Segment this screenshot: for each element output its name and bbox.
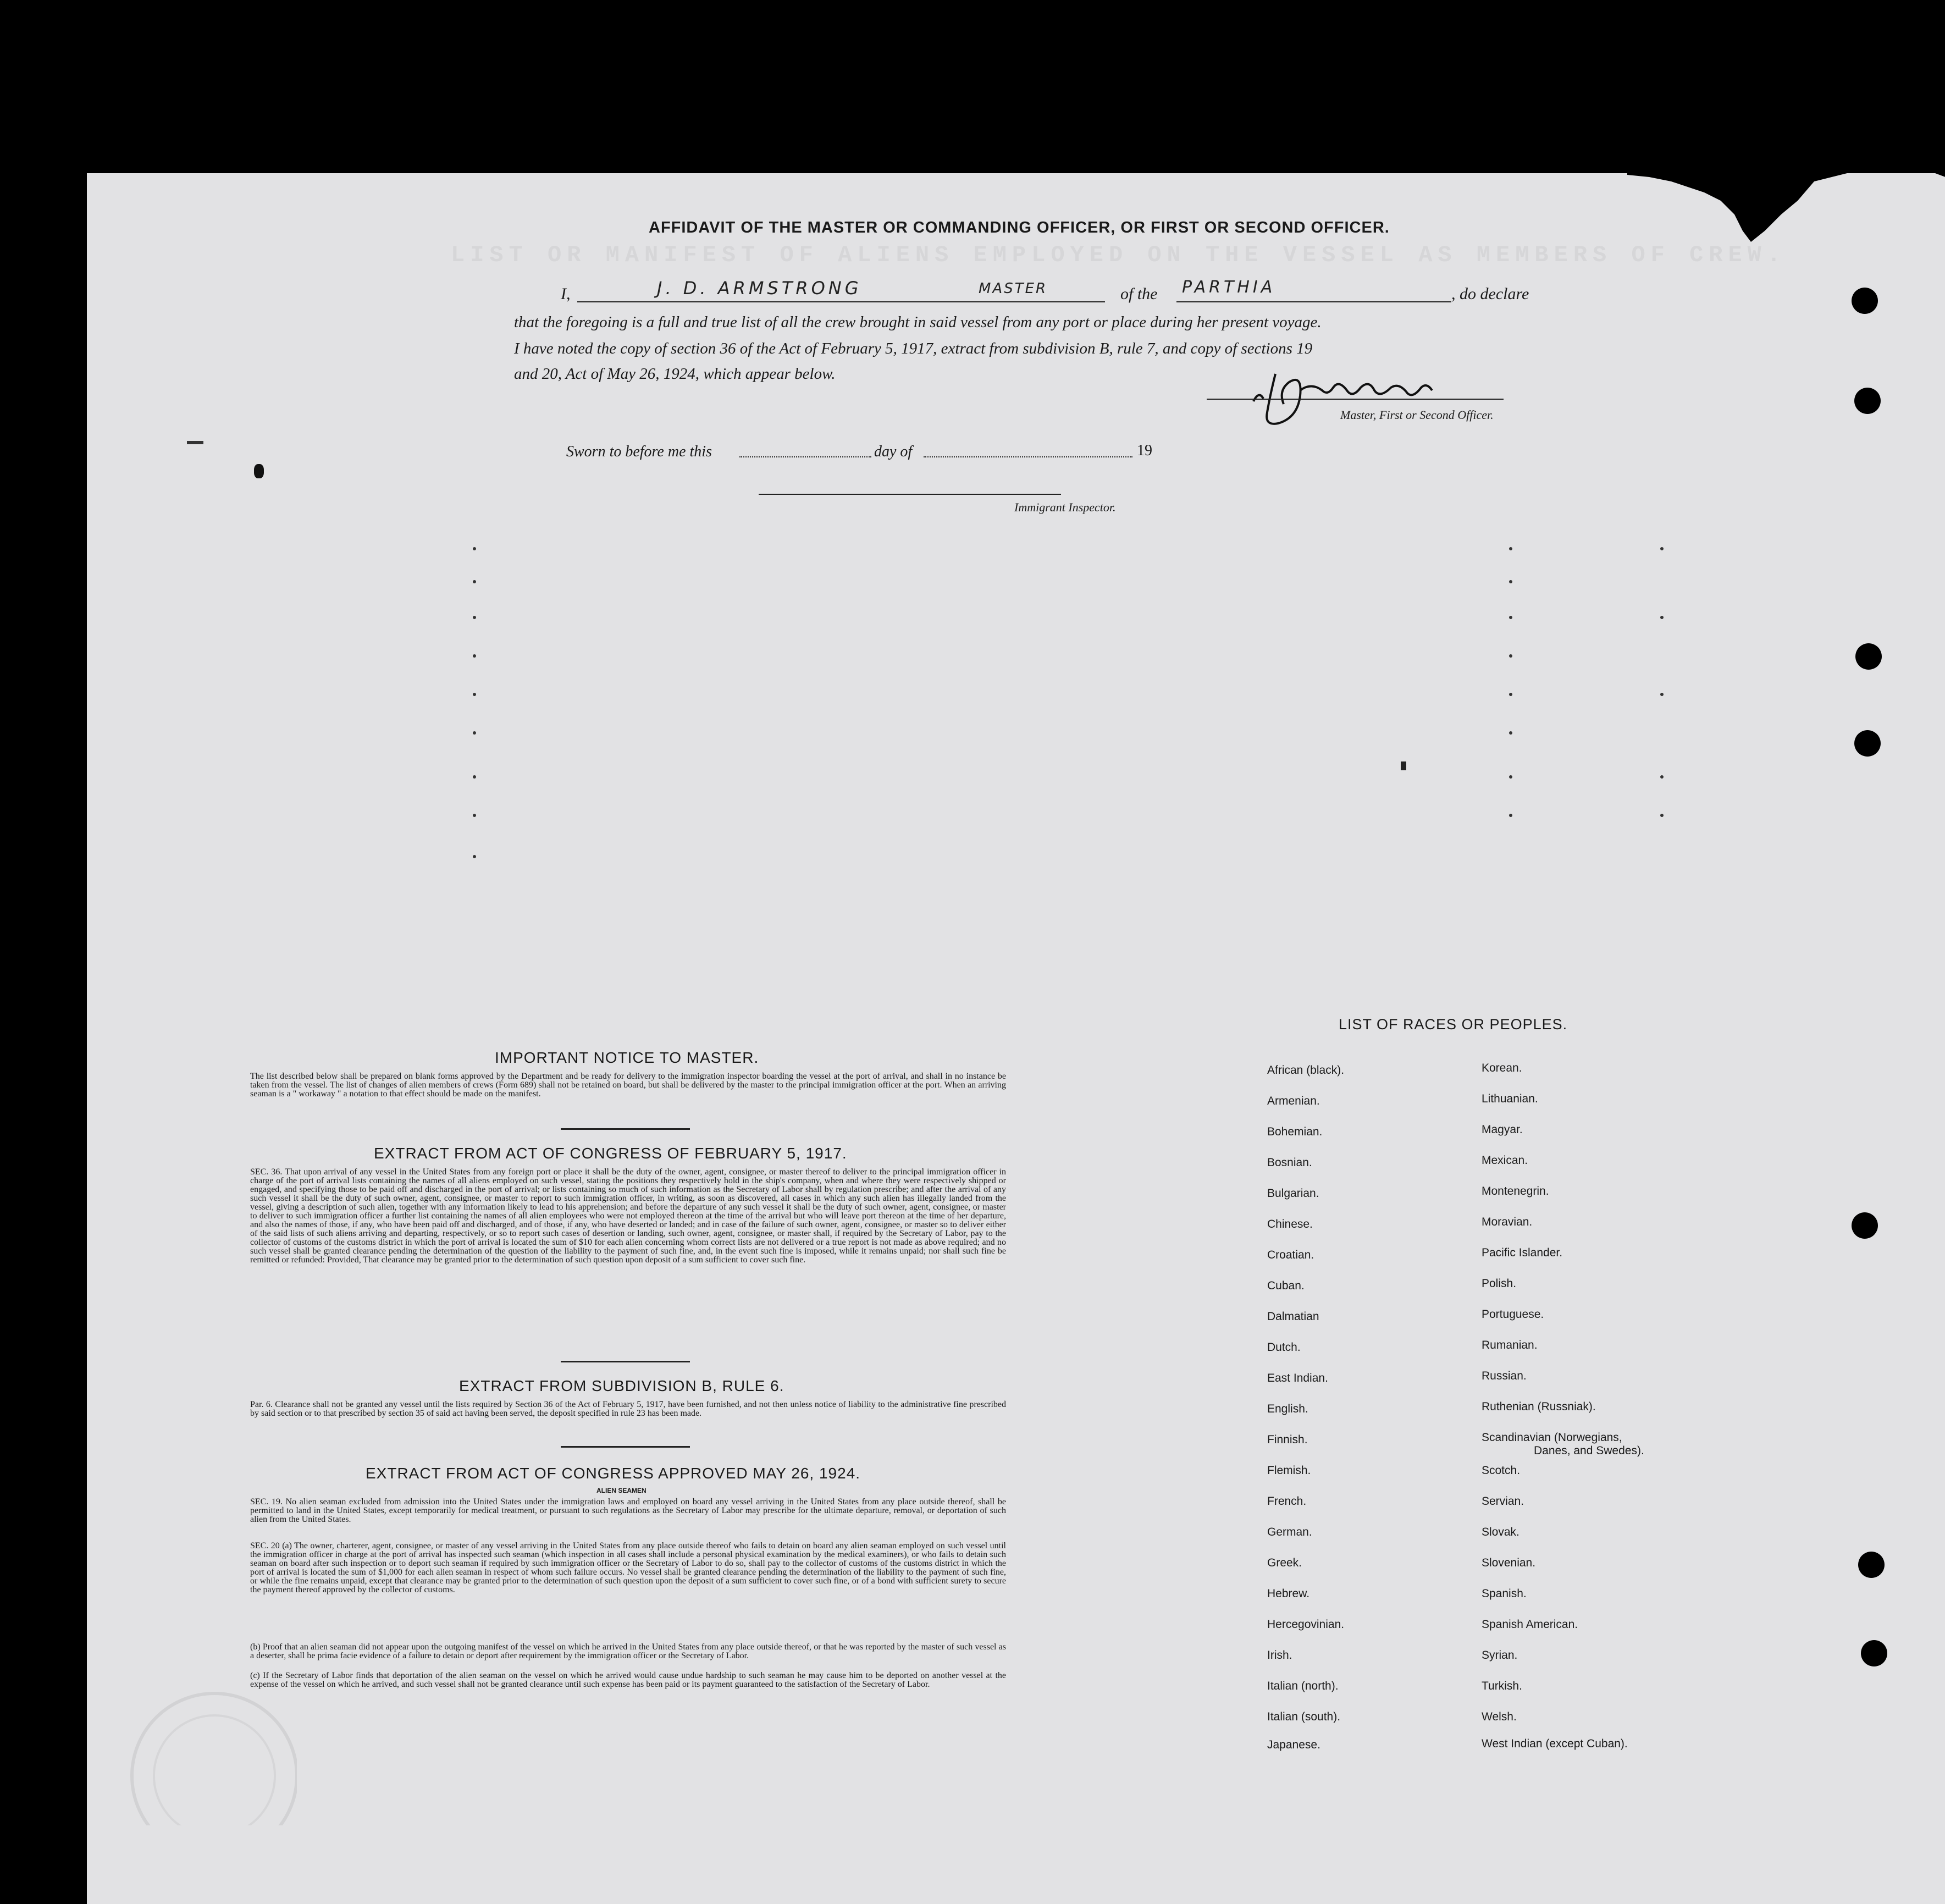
race-item: African (black). [1267,1064,1345,1077]
race-item: Magyar. [1482,1123,1523,1136]
bleed-dot [1660,693,1664,696]
sworn-label: Sworn to before me this [566,443,712,460]
race-item: English. [1267,1403,1308,1415]
inspector-caption: Immigrant Inspector. [1014,500,1116,514]
divider [561,1128,690,1130]
sworn-month-line [924,456,1132,457]
punch-hole [1854,388,1881,414]
punch-hole [1861,1640,1887,1666]
master-name-handwritten: J. D. ARMSTRONG [657,278,862,299]
ink-speck [1401,761,1406,770]
extract-rule6-heading: EXTRACT FROM SUBDIVISION B, RULE 6. [459,1377,784,1394]
ink-speck [187,441,203,444]
race-item: Polish. [1482,1277,1517,1290]
extract-1924-sec19: SEC. 19. No alien seaman excluded from admission into the United States under the immigration laws and employed on board any vessel arriving in the United States from any place outside thereof, shall be permitted to land in the United States, except temporarily for medical treatment, or pursuant to such regulations as the Secretary of Labor may prescribe for the ultimate departure, removal, or deportation of such alien from the United States. [250,1497,1006,1524]
races-heading: LIST OF RACES OR PEOPLES. [1339,1016,1568,1033]
race-item: Dutch. [1267,1341,1301,1354]
race-item: Welsh. [1482,1710,1517,1723]
i-label: I, [561,285,571,303]
race-item-continued: Danes, and Swedes). [1534,1444,1644,1457]
race-item: West Indian (except Cuban). [1482,1737,1628,1750]
signer-caption: Master, First or Second Officer. [1340,408,1494,422]
race-item: Portuguese. [1482,1308,1544,1321]
bleed-dot [473,775,476,779]
race-item: Montenegrin. [1482,1185,1549,1197]
affidavit-line-3: and 20, Act of May 26, 1924, which appear below. [514,365,836,383]
race-item: East Indian. [1267,1372,1328,1384]
of-the-label: of the [1120,285,1158,303]
bleed-dot [473,855,476,858]
race-item: Spanish American. [1482,1618,1578,1631]
bleed-dot [473,547,476,550]
punch-hole [1858,1552,1885,1578]
race-item: Korean. [1482,1062,1522,1074]
extract-1917-heading: EXTRACT FROM ACT OF CONGRESS OF FEBRUARY 5, 1917. [374,1145,847,1162]
extract-1924-subheading: ALIEN SEAMEN [596,1487,647,1494]
race-item: Mexican. [1482,1154,1528,1167]
bleed-dot [1660,616,1664,619]
bleed-dot [473,616,476,619]
race-item: Spanish. [1482,1587,1527,1600]
race-item: Japanese. [1267,1739,1320,1751]
bleed-dot [1509,775,1512,779]
notice-text: The list described below shall be prepared on blank forms approved by the Department and be ready for delivery to the immigration inspector boarding the vessel at the port of arrival, and shall in no instance be taken from the vessel. The list of changes of alien members of crews (Form 689) shall not be retained on board, but shall be delivered by the master to the principal immigration officer at the port. When an arriving seaman is a " workaway " a notation to that effect should be made on the manifest. [250,1072,1006,1099]
inspector-signature-line [759,494,1061,495]
sworn-day-line [739,456,871,457]
ink-speck [254,464,264,478]
race-item: Bohemian. [1267,1125,1323,1138]
bleed-dot [473,693,476,696]
race-item: Croatian. [1267,1249,1314,1261]
race-item: Greek. [1267,1557,1302,1569]
race-item: Rumanian. [1482,1339,1538,1351]
master-rank-handwritten: MASTER [979,280,1048,297]
bleed-dot [1509,731,1512,735]
race-item: Cuban. [1267,1279,1305,1292]
bleed-dot [473,814,476,817]
race-item: German. [1267,1526,1312,1538]
race-item: Flemish. [1267,1464,1311,1477]
bleed-dot [473,731,476,735]
race-item: Pacific Islander. [1482,1246,1563,1259]
bleed-dot [1509,693,1512,696]
signature-line [1207,399,1504,400]
race-item: Dalmatian [1267,1310,1319,1323]
bleed-dot [1509,654,1512,658]
race-item: Finnish. [1267,1433,1308,1446]
bleed-through-title: LIST OR MANIFEST OF ALIENS EMPLOYED ON THE VESSEL AS MEMBERS OF CREW. [451,242,1787,268]
affidavit-line-2: I have noted the copy of section 36 of the Act of February 5, 1917, extract from subdivision B, rule 7, and copy of sections 19 [514,340,1313,357]
race-item: Bulgarian. [1267,1187,1319,1200]
race-item: Turkish. [1482,1680,1522,1692]
race-item: Scotch. [1482,1464,1521,1477]
embossed-seal [110,1682,297,1825]
race-item: Moravian. [1482,1216,1533,1228]
race-item: Chinese. [1267,1218,1313,1230]
day-of-label: day of [874,443,913,460]
race-item: Ruthenian (Russniak). [1482,1400,1596,1413]
race-item: Scandinavian (Norwegians, [1482,1431,1622,1444]
notice-heading: IMPORTANT NOTICE TO MASTER. [495,1049,759,1066]
race-item: Italian (north). [1267,1680,1339,1692]
bleed-dot [1660,547,1664,550]
race-item: Hercegovinian. [1267,1618,1345,1631]
race-item: Russian. [1482,1370,1527,1382]
race-item: French. [1267,1495,1307,1508]
race-item: Hebrew. [1267,1587,1310,1600]
vessel-name-line [1176,301,1451,302]
race-item: Slovak. [1482,1526,1519,1538]
affidavit-heading: AFFIDAVIT OF THE MASTER OR COMMANDING OFFICER, OR FIRST OR SECOND OFFICER. [649,219,1390,236]
bleed-dot [1509,814,1512,817]
punch-hole [1852,1212,1878,1239]
vessel-name-handwritten: PARTHIA [1182,278,1276,297]
bleed-dot [1509,547,1512,550]
bleed-dot [473,580,476,583]
do-declare-label: , do declare [1451,285,1529,303]
divider [561,1446,690,1448]
bleed-dot [1509,616,1512,619]
extract-1924-sec20b: (b) Proof that an alien seaman did not appear upon the outgoing manifest of the vessel on which he arrived in the United States from any place outside thereof, or that he was reported by the master of such vessel as a deserter, shall be prima facie evidence of a failure to detain or deport after requirement by the immigration officer or the Secretary of Labor. [250,1642,1006,1660]
punch-hole [1854,730,1881,757]
race-item: Armenian. [1267,1095,1320,1107]
race-item: Servian. [1482,1495,1524,1508]
punch-hole [1852,288,1878,314]
bleed-dot [1509,580,1512,583]
race-item: Lithuanian. [1482,1092,1538,1105]
extract-1924-heading: EXTRACT FROM ACT OF CONGRESS APPROVED MAY 26, 1924. [366,1465,861,1482]
divider [561,1361,690,1362]
year-prefix: 19 [1137,442,1152,459]
master-name-line [577,301,1105,302]
extract-rule6-text: Par. 6. Clearance shall not be granted any vessel until the lists required by Section 36 of the Act of February 5, 1917, have been furnished, and not then unless notice of liability to the administrative fine prescribed by said section or to that prescribed by section 35 of said act having been served, the deposit specified in rule 23 has been made. [250,1400,1006,1418]
punch-hole [1855,643,1882,670]
extract-1917-text: SEC. 36. That upon arrival of any vessel in the United States from any foreign port or place it shall be the duty of the owner, agent, consignee, or master thereof to deliver to the principal immigration officer in charge of the port of arrival lists containing the names of all aliens employed on such vessel, stating the positions they respectively hold in the ship's company, when and where they were respectively shipped or engaged, and specifying those to be paid off and discharged in the port of arrival; or lists containing so much of such information as the Secretary of Labor shall by regulation prescribe; and after the arrival of any such vessel it shall be the duty of such owner, agent, consignee, or master to report to such immigration officer, in writing, as soon as discovered, all cases in which any such alien has illegally landed from the vessel, giving a description of such alien, together with any information likely to lead to his apprehension; and before the departure of any such vessel it shall be the duty of such owner, agent, consignee, or master to deliver to such immigration officer a further list containing the names of all alien employees who were not employed thereon at the time of the arrival but who will leave port thereon at the time of her departure, and also the names of those, if any, who have been paid off and discharged, and of those, if any, who have deserted or landed; and in case of the failure of such owner, agent, consignee, or master so to deliver either of the said lists of such aliens arriving and departing, respectively, or so to report such cases of desertion or landing, such owner, agent, consignee, or master shall, if required by the Secretary of Labor, pay to the collector of customs of the customs district in which the port of arrival is located the sum of $10 for each alien concerning whom correct lists are not delivered or a true report is not made as above required; and no such vessel shall be granted clearance pending the determination of the question of the liability to the payment of such fine, and, in the event such fine is imposed, while it remains unpaid; nor shall such fine be remitted or refunded: Provided, That clearance may be granted prior to the determination of such question upon deposit of a sum sufficient to cover such fine. [250,1167,1006,1265]
race-item: Irish. [1267,1649,1292,1662]
extract-1924-sec20c: (c) If the Secretary of Labor finds that deportation of the alien seaman on the vessel on which he arrived would cause undue hardship to such seaman he may cause him to be deported on another vessel at the expense of the vessel on which he arrived, and such vessel shall not be granted clearance until such expense has been paid or its payment guaranteed to the satisfaction of the Secretary of Labor. [250,1671,1006,1689]
race-item: Italian (south). [1267,1710,1341,1723]
bleed-dot [1660,814,1664,817]
extract-1924-sec20a: SEC. 20 (a) The owner, charterer, agent, consignee, or master of any vessel arriving in the United States from any place outside thereof who fails to detain on board any alien seaman employed on such vessel until the immigration officer in charge at the port of arrival has inspected such seaman (which inspection in all cases shall include a personal physical examination by the medical examiners), or who fails to detain such seaman on board after such inspection or to deport such seaman if required by such immigration officer or the Secretary of Labor to do so, shall pay to the collector of customs of the customs district in which the port of arrival is located the sum of $1,000 for each alien seaman in respect of whom such failure occurs. No vessel shall be granted clearance pending the determination of the liability to the payment of such fine, or while the fine remains unpaid, except that clearance may be granted prior to the determination of such question upon the deposit of a sum sufficient to cover such fine, or of a bond with sufficient surety to secure the payment thereof approved by the collector of customs. [250,1541,1006,1594]
race-item: Syrian. [1482,1649,1518,1662]
race-item: Bosnian. [1267,1156,1312,1169]
race-item: Slovenian. [1482,1557,1536,1569]
bleed-dot [473,654,476,658]
bleed-dot [1660,775,1664,779]
affidavit-line-1: that the foregoing is a full and true list of all the crew brought in said vessel from any port or place during her present voyage. [514,313,1322,331]
